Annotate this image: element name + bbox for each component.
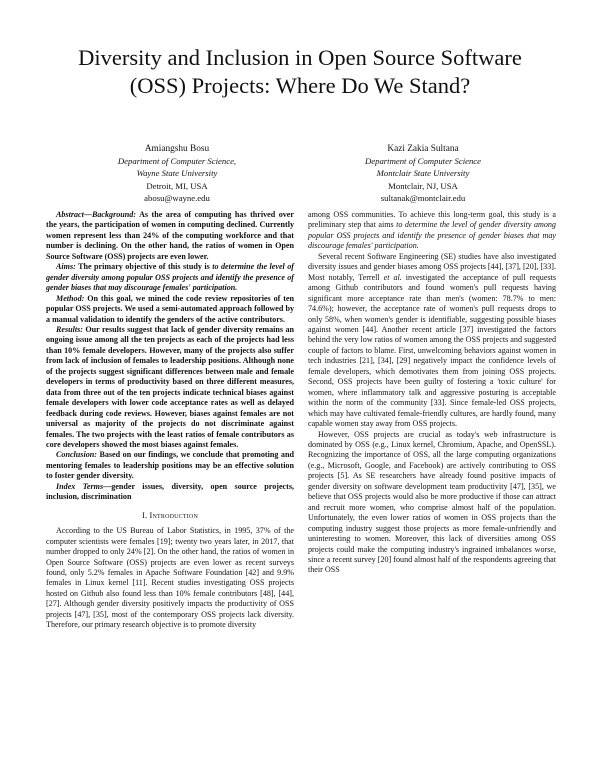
et-al: et al. — [383, 272, 402, 282]
abstract-results — [46, 325, 294, 450]
author-block-1 — [62, 143, 292, 204]
author-department: Department of Computer Science — [364, 156, 482, 167]
author-location: Montclair, NJ, USA — [388, 180, 458, 191]
index-terms-label: Index Terms — [56, 481, 104, 491]
author-department: Department of Computer Science, — [117, 156, 237, 167]
abstract-conclusion — [46, 450, 294, 481]
left-column — [46, 210, 294, 631]
aims-text: The primary objective of this study is — [78, 262, 210, 272]
section-heading — [46, 511, 294, 521]
paragraph-emphasis: to determine the level of gender diversity among popular OSS projects and identify the presence of gender biases that may discourage females' participation. — [308, 220, 556, 251]
intro-paragraph: According to the US Bureau of Labor Statistics, in 1995, 37% of the computer scientists were females [19]; twenty two years later, in 2017, that number dropped to only 24% [2]. On the other hand, the ratios of women in Open Source Software (OSS) projects are even lower as recent surveys found, only 5.2% females in Apache Software Foundation [42] and 9.9% females in Linux kernel [11]. Recent studies investigating OSS projects hosted on Github also found less than 10% female contributors [48], [44], [27]. Although gender diversity positively impacts the productivity of OSS projects [47], [35], most of the contemporary OSS projects lack diversity. Therefore, our primary research objective is to promote diversity — [46, 526, 294, 630]
abstract-background — [46, 210, 294, 262]
abstract-method — [46, 294, 294, 325]
abstract-label: Abstract—Background: — [56, 210, 137, 219]
right-column — [308, 210, 556, 576]
intro-paragraph-continued — [308, 210, 556, 252]
section-title: Introduction — [149, 510, 198, 520]
author-name: Amiangshu Bosu — [144, 144, 210, 154]
author-email: sultanak@montclair.edu — [380, 192, 466, 203]
author-block-2 — [308, 143, 538, 204]
title-line-2: (OSS) Projects: Where Do We Stand? — [129, 73, 471, 98]
aims-emphasis: to determine the level of gender diversity among popular OSS projects and identify the presence of gender biases that may discourage females' participation. — [46, 262, 294, 293]
author-email: abosu@wayne.edu — [144, 192, 210, 203]
title-line-1: Diversity and Inclusion in Open Source Software — [78, 45, 522, 70]
motivation-paragraph: However, OSS projects are crucial as today's web infrastructure is dominated by OSS (e.g., Linux kernel, Chromium, Apache, and OpenSSL). Recognizing the importance of OSS, all the large computing organizations (e.g., Microsoft, Google, and Facebook) are actively contributing to OSS projects [5]. As SE researchers have already found positive impacts of gender diversity on software development team productivity [47], [35], we believe that OSS projects would also be more productive if those can attract and recruit more women, who comprise almost half of the population. Unfortunately, the even lower ratios of women in OSS projects than the computing industry suggest those projects as more female-unfriendly and uninteresting to women. Moreover, this lack of diversities among OSS projects could make the computing industry's ingrained imbalances worse, since a recent survey [20] found almost half of the respondents agreeing that their OSS — [308, 429, 556, 575]
results-text: Our results suggest that lack of gender diversity remains an ongoing issue among all the ten projects as each of the projects had less than 10% female developers. However, many of the projects also suffer from lack of inclusion of females to leadership positions. Although none of the projects suggest significant differences between male and female developers in terms of productivity based on three different measures, data from three out of the ten projects indicate technical biases against female developers with lower code acceptance rates as well as delayed feedback during code reviews. However, biases against females are not universal as majority of the projects do not discriminate against females. The two projects with the least ratios of female contributors as core developers showed the most biases against females. — [46, 324, 294, 449]
index-terms-text: —gender issues, diversity, open source projects, inclusion, discrimination — [46, 481, 294, 502]
method-label: Method: — [56, 293, 85, 303]
abstract-background-text: As the area of computing has thrived over the years, the participation of women in computing declined. Currently women represent less than 24% of the computing workforce and that number is declining. On the other hand, the ratios of women in Open Source Software (OSS) projects are even lower. — [46, 210, 294, 261]
author-institution: Wayne State University — [136, 168, 218, 179]
abstract-aims — [46, 262, 294, 293]
results-label: Results: — [56, 324, 83, 334]
aims-label: Aims: — [56, 262, 76, 272]
paragraph-text: investigated the acceptance of pull requests among Github contributors and found women's pull requests having significant more acceptance rate than men's (women: 78.7% to men: 74.6%); however, the acceptance rate of women's pull requests drops to only 58%, when women's gender is identifiable, suggesting possible biases against women [44]. Another recent article [37] investigated the factors behind the very low ratios of women among the OSS projects and suggested couple of factors to blame. First, unwelcoming behaviors against women in tech industries [21], [34], [29] negatively impact the confidence levels of female developers, which demotivates them from joining OSS projects. Second, OSS projects have been guilty of fostering a 'toxic culture' for women, where inflammatory talk and aggressive posturing is acceptable within the norm of the community [33]. Since female-led OSS projects, which may have cultivated female-friendly cultures, are hardly found, many capable women stay away from OSS projects. — [308, 272, 556, 429]
author-name: Kazi Zakia Sultana — [387, 144, 459, 154]
method-text: On this goal, we mined the code review repositories of ten popular OSS projects. We used a semi-automated approach followed by a manual validation to identify the genders of the active contributors. — [46, 293, 294, 324]
index-terms — [46, 482, 294, 503]
author-location: Detroit, MI, USA — [146, 180, 208, 191]
related-work-paragraph — [308, 252, 556, 430]
author-institution: Montclair State University — [376, 168, 470, 179]
paragraph-text: among OSS communities. To achieve this long-term goal, this study is a preliminary step that aims — [308, 210, 556, 230]
conclusion-text: Based on our findings, we conclude that promoting and mentoring females to leadership positions may be an effective solution to foster gender diversity. — [46, 450, 294, 481]
paper-title — [40, 44, 560, 100]
paragraph-text: Several recent Software Engineering (SE) studies have also investigated diversity issues and gender biases among OSS projects [44], [37], [20], [33]. Most notably, Terrell — [308, 251, 556, 282]
section-numeral: I. — [141, 510, 150, 520]
conclusion-label: Conclusion: — [56, 450, 97, 460]
